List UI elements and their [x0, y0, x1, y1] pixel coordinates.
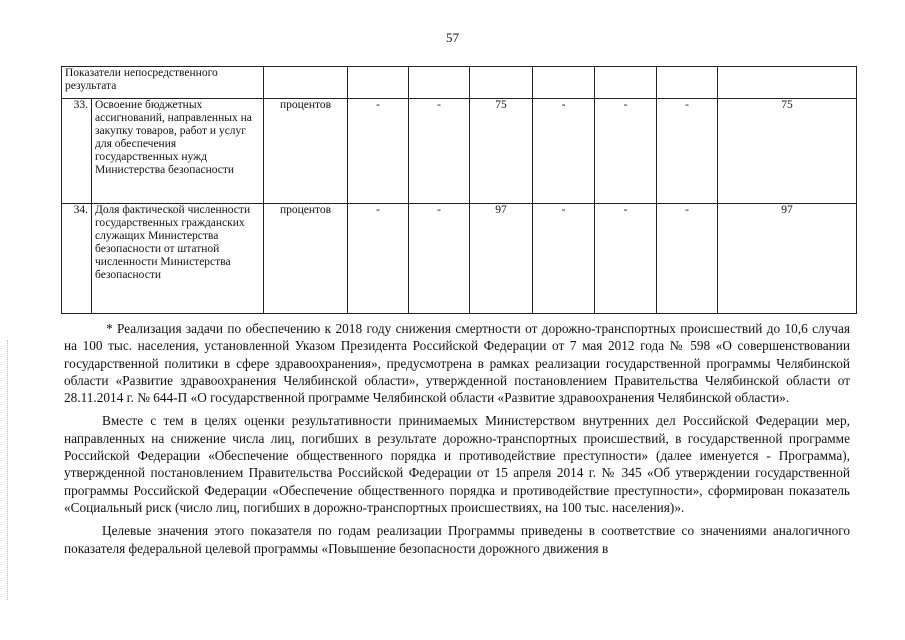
row-number: 34.	[62, 204, 92, 314]
value-cell: 97	[470, 204, 533, 314]
value-cell: -	[595, 99, 657, 204]
value-cell: -	[409, 204, 470, 314]
paragraph: Вместе с тем в целях оценки результативности принимаемых Министерством внутренних дел Российской Федерации мер, направленных на снижение числа лиц, погибших в результате дорожно-транспортных происшествий, в государственной программе Российской Федерации «Обеспечение общественного порядка и противодействие преступности» (далее именуется - Программа), утвержденной постановлением Правительства Российской Федерации от 15 апреля 2014 г. № 345 «Об утверждении государственной программы Российской Федерации «Обеспечение общественного порядка и противодействие преступности», сформирован показатель «Социальный риск (число лиц, погибших в дорожно-транспортных происшествиях, на 100 тыс. населения)».	[64, 413, 850, 515]
value-cell: -	[409, 99, 470, 204]
indicator-name: Доля фактической численности государственных гражданских служащих Министерства безопасности от штатной численности Министерства безопасности	[92, 204, 264, 314]
paragraph: Целевые значения этого показателя по годам реализации Программы приведены в соответствие со значениями аналогичного показателя федеральной целевой программы «Повышение безопасности дорожного движения в	[64, 523, 850, 556]
page-number: 57	[446, 30, 459, 45]
empty-cell	[718, 67, 857, 99]
empty-cell	[657, 67, 718, 99]
value-cell: 75	[718, 99, 857, 204]
value-cell: -	[533, 99, 595, 204]
empty-cell	[409, 67, 470, 99]
empty-cell	[595, 67, 657, 99]
unit-cell: процентов	[264, 204, 348, 314]
value-cell: -	[595, 204, 657, 314]
section-header-cell: Показатели непосредственного результата	[62, 67, 264, 99]
value-cell: -	[657, 99, 718, 204]
paragraph-footnote: * Реализация задачи по обеспечению к 2018 году снижения смертности от дорожно-транспортных происшествий до 10,6 случая на 100 тыс. населения, установленной Указом Президента Российской Федерации от 7 мая 2012 года № 598 «О совершенствовании государственной политики в сфере здравоохранения», предусмотрена в рамках реализации государственной программы Челябинской области «Развитие здравоохранения Челябинской области», утвержденной постановлением Правительства Челябинской области от 28.11.2014 г. № 644-П «О государственной программе Челябинской области «Развитие здравоохранения Челябинской области».	[64, 321, 850, 406]
scan-margin-artifact	[7, 340, 9, 600]
unit-cell: процентов	[264, 99, 348, 204]
value-cell: 97	[718, 204, 857, 314]
empty-cell	[348, 67, 409, 99]
empty-cell	[533, 67, 595, 99]
indicator-name: Освоение бюджетных ассигнований, направленных на закупку товаров, работ и услуг для обеспечения государственных нужд Министерства безопасности	[92, 99, 264, 204]
body-text	[64, 320, 850, 563]
indicators-table	[61, 66, 857, 314]
value-cell: 75	[470, 99, 533, 204]
empty-cell	[470, 67, 533, 99]
empty-cell	[264, 67, 348, 99]
table-row	[62, 204, 857, 314]
row-number: 33.	[62, 99, 92, 204]
value-cell: -	[348, 99, 409, 204]
value-cell: -	[657, 204, 718, 314]
value-cell: -	[348, 204, 409, 314]
section-header-row	[62, 67, 857, 99]
value-cell: -	[533, 204, 595, 314]
table-row	[62, 99, 857, 204]
